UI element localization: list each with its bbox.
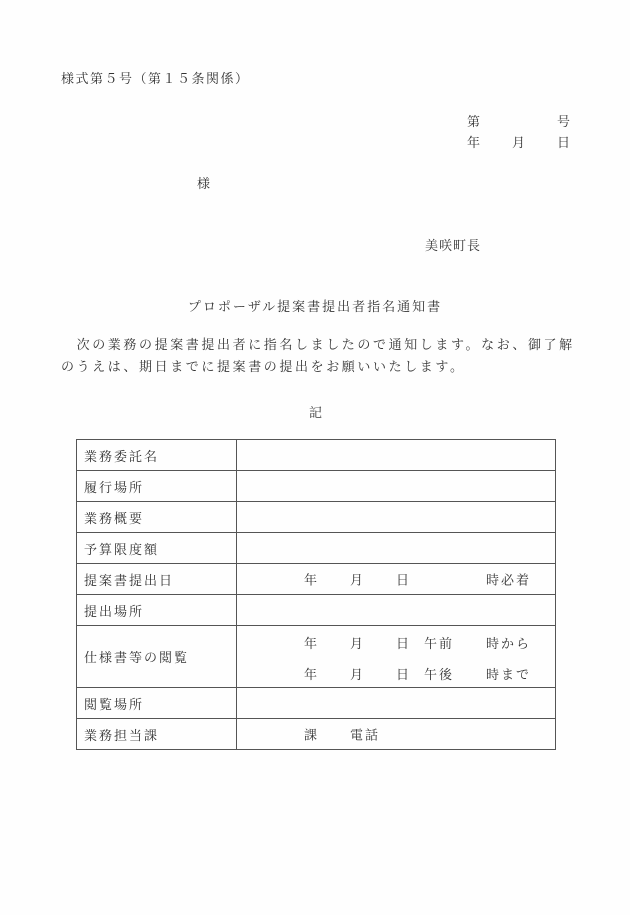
- phone-label: 電話: [350, 728, 381, 744]
- date-month-label: 月: [512, 136, 526, 151]
- row-label: 仕様書等の閲覧: [77, 626, 237, 688]
- row-label: 予算限度額: [77, 533, 237, 564]
- row-label: 閲覧場所: [77, 688, 237, 719]
- submission-date-field[interactable]: [237, 564, 556, 595]
- record-label: 記: [309, 406, 323, 421]
- table-row: [77, 595, 556, 626]
- table-row: [77, 533, 556, 564]
- table-row: [77, 471, 556, 502]
- budget-limit-field[interactable]: [237, 533, 556, 564]
- row-label: 提案書提出日: [77, 564, 237, 595]
- details-table: [76, 439, 556, 750]
- date-day-label: 日: [557, 136, 571, 151]
- table-row: [77, 626, 556, 688]
- date-year-label: 年: [467, 136, 481, 151]
- business-summary-field[interactable]: [237, 502, 556, 533]
- year-label: 年: [304, 668, 320, 683]
- time-label: 時から: [486, 637, 532, 652]
- row-label: 履行場所: [77, 471, 237, 502]
- year-label: 年: [304, 637, 320, 652]
- row-label: 提出場所: [77, 595, 237, 626]
- performance-location-field[interactable]: [237, 471, 556, 502]
- year-label: 年: [304, 573, 320, 589]
- inspection-location-field[interactable]: [237, 688, 556, 719]
- form-number: 様式第５号（第１５条関係）: [61, 72, 250, 87]
- month-label: 月: [350, 573, 366, 589]
- business-name-field[interactable]: [237, 440, 556, 471]
- table-row: [77, 440, 556, 471]
- inspection-period-field[interactable]: [237, 626, 556, 688]
- day-label: 日: [396, 637, 412, 652]
- period-label: 午前: [424, 637, 455, 652]
- row-label: 業務担当課: [77, 719, 237, 750]
- month-label: 月: [350, 637, 366, 652]
- row-label: 業務概要: [77, 502, 237, 533]
- table-row: [77, 564, 556, 595]
- table-row: [77, 719, 556, 750]
- row-label: 業務委託名: [77, 440, 237, 471]
- day-label: 日: [396, 668, 412, 683]
- table-row: [77, 502, 556, 533]
- period-label: 午後: [424, 668, 455, 683]
- month-label: 月: [350, 668, 366, 683]
- document-title: プロポーザル提案書提出者指名通知書: [187, 300, 443, 315]
- responsible-section-field[interactable]: [237, 719, 556, 750]
- body-text: 次の業務の提案書提出者に指名しましたので通知します。なお、御了解のうえは、期日までに提案書の提出をお願いいたします。: [61, 338, 575, 375]
- issuer-name: 美咲町長: [425, 239, 482, 254]
- document-number-suffix: 号: [557, 115, 571, 130]
- time-label: 時必着: [486, 573, 532, 589]
- section-label: 課: [304, 728, 320, 744]
- day-label: 日: [396, 573, 412, 589]
- submission-location-field[interactable]: [237, 595, 556, 626]
- addressee-suffix: 様: [197, 177, 211, 192]
- document-number-label: 第: [467, 115, 481, 130]
- time-label: 時まで: [486, 668, 532, 683]
- table-row: [77, 688, 556, 719]
